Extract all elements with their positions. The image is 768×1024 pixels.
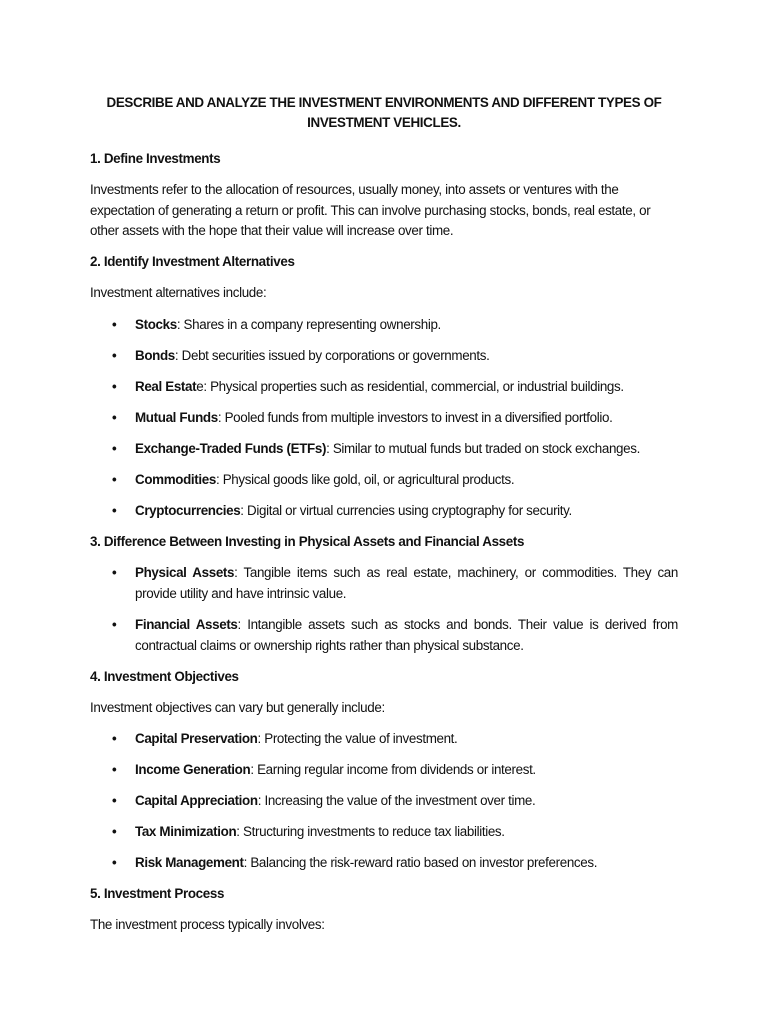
bullet-icon: • xyxy=(112,378,117,394)
list-item-term: Commodities xyxy=(135,472,216,488)
list-item-term: Cryptocurrencies xyxy=(135,503,241,519)
list-item-description: e: Physical properties such as residential, commercial, or industrial buildings. xyxy=(196,378,624,394)
list-item xyxy=(90,563,678,604)
list-item-term: Income Generation xyxy=(135,761,251,777)
investment-objectives-list xyxy=(90,729,678,874)
list-item-description: : Physical goods like gold, oil, or agricultural products. xyxy=(215,472,515,488)
section-heading-investment-objectives: 4. Investment Objectives xyxy=(90,668,239,684)
list-item-term: Financial Assets xyxy=(135,617,238,632)
list-item-term: Real Estat xyxy=(135,378,197,394)
list-item-description: : Increasing the value of the investment over time. xyxy=(257,793,536,809)
list-item-description: : Earning regular income from dividends or interest. xyxy=(250,761,536,777)
list-item-term: Physical Assets xyxy=(135,565,235,581)
investment-process-intro: The investment process typically involves: xyxy=(90,917,325,933)
bullet-icon: • xyxy=(112,855,117,871)
bullet-icon: • xyxy=(112,316,117,332)
document-body xyxy=(90,93,678,947)
list-item xyxy=(90,615,678,656)
list-item-term: Capital Appreciation xyxy=(135,793,258,809)
section-heading-investment-alternatives: 2. Identify Investment Alternatives xyxy=(90,254,295,270)
bullet-icon: • xyxy=(112,761,117,777)
investment-objectives-intro: Investment objectives can vary but generally include: xyxy=(90,699,385,715)
investment-alternatives-intro: Investment alternatives include: xyxy=(90,285,267,301)
section-heading-define-investments: 1. Define Investments xyxy=(90,151,221,166)
list-item xyxy=(90,791,678,812)
list-item-term: Exchange-Traded Funds (ETFs) xyxy=(135,440,327,456)
bullet-icon: • xyxy=(112,409,117,425)
list-item-description: : Protecting the value of investment. xyxy=(257,730,458,746)
list-item xyxy=(90,822,678,843)
bullet-icon: • xyxy=(112,730,117,746)
list-item-description: : Intangible assets such as stocks and bonds. Their value is derived from contractual claims or ownership rights rather than physical substance. xyxy=(135,617,678,653)
bullet-icon: • xyxy=(112,347,117,363)
list-item-term: Bonds xyxy=(135,347,175,363)
list-item xyxy=(90,346,678,367)
list-item-term: Capital Preservation xyxy=(135,730,258,746)
list-item-term: Stocks xyxy=(135,316,177,332)
list-item xyxy=(90,408,678,429)
list-item-term: Mutual Funds xyxy=(135,409,218,425)
list-item xyxy=(90,315,678,336)
list-item xyxy=(90,760,678,781)
document-title-line-2: INVESTMENT VEHICLES. xyxy=(307,115,461,130)
list-item-term: Risk Management xyxy=(135,855,244,871)
list-item xyxy=(90,729,678,750)
list-item-description: : Pooled funds from multiple investors to invest in a diversified portfolio. xyxy=(217,409,613,425)
investment-alternatives-list xyxy=(90,315,678,522)
list-item-description: : Tangible items such as real estate, machinery, or commodities. They can provide utility and have intrinsic value. xyxy=(135,565,678,601)
list-item-description: : Shares in a company representing ownership. xyxy=(176,316,441,332)
bullet-icon: • xyxy=(112,503,117,519)
section-heading-physical-vs-financial: 3. Difference Between Investing in Physical Assets and Financial Assets xyxy=(90,534,525,550)
define-investments-paragraph: Investments refer to the allocation of resources, usually money, into assets or ventures with the expectation of generating a return or profit. This can involve purchasing stocks, bonds, real estate, or other assets with the hope that their value will increase over time. xyxy=(90,182,651,239)
bullet-icon: • xyxy=(112,793,117,809)
list-item-description: : Balancing the risk-reward ratio based on investor preferences. xyxy=(243,855,598,871)
bullet-icon: • xyxy=(112,824,117,840)
list-item xyxy=(90,377,678,398)
list-item xyxy=(90,439,678,460)
bullet-icon: • xyxy=(112,472,117,488)
list-item-description: : Structuring investments to reduce tax liabilities. xyxy=(236,824,505,840)
document-title xyxy=(90,93,678,133)
bullet-icon: • xyxy=(112,565,117,581)
bullet-icon: • xyxy=(112,617,117,632)
list-item-description: : Digital or virtual currencies using cryptography for security. xyxy=(240,503,572,519)
list-item xyxy=(90,470,678,491)
asset-difference-list xyxy=(90,563,678,656)
section-heading-investment-process: 5. Investment Process xyxy=(90,886,225,902)
list-item-term: Tax Minimization xyxy=(135,824,237,840)
list-item-description: : Debt securities issued by corporations or governments. xyxy=(174,347,490,363)
document-title-line-1: DESCRIBE AND ANALYZE THE INVESTMENT ENVIRONMENTS AND DIFFERENT TYPES OF xyxy=(106,95,662,110)
list-item xyxy=(90,853,678,874)
list-item-description: : Similar to mutual funds but traded on stock exchanges. xyxy=(326,440,640,456)
list-item xyxy=(90,501,678,522)
bullet-icon: • xyxy=(112,440,117,456)
